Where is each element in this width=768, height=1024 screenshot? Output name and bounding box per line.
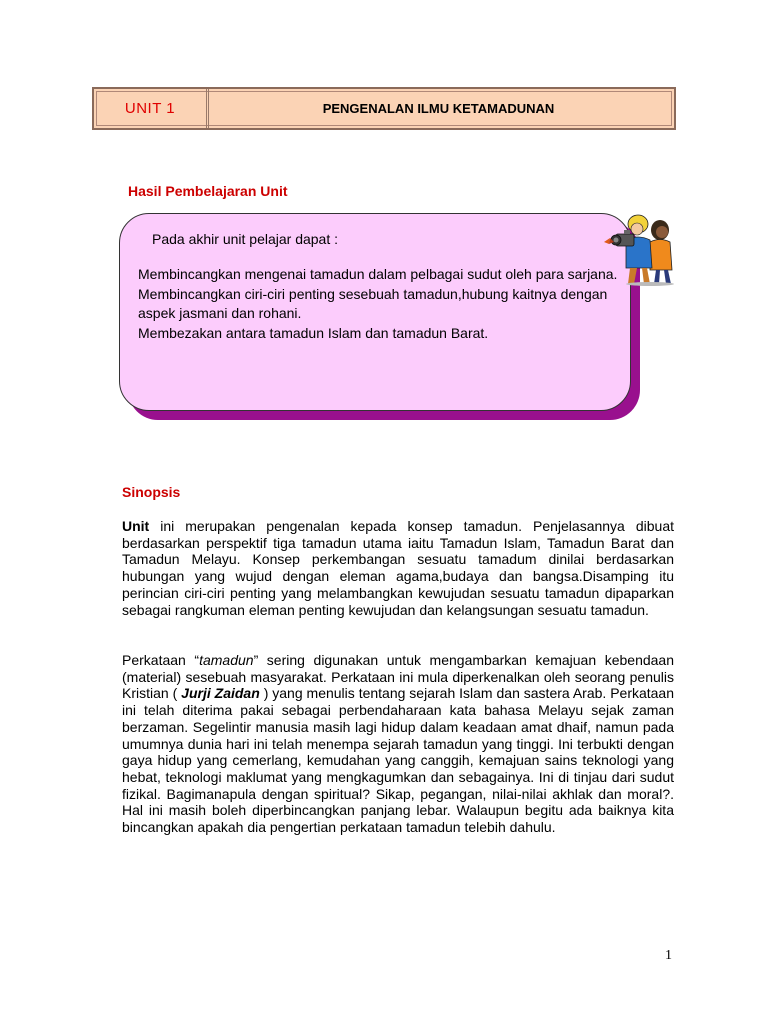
list-item: Membincangkan mengenai tamadun dalam pelbagai sudut oleh para sarjana. xyxy=(138,266,618,282)
list-item: Membincangkan ciri-ciri penting sesebuah tamadun,hubung kaitnya dengan aspek jasmani dan rohani. xyxy=(138,285,608,321)
unit-title: PENGENALAN ILMU KETAMADUNAN xyxy=(322,101,555,116)
synopsis-paragraph-2 xyxy=(122,652,674,836)
synopsis-p2-text-b: ” sering digunakan untuk mengambarkan kemajuan kebendaan (material) sesebuah masyarakat. Perkataan ini mula diperkenalkan oleh seorang penulis Kristian ( xyxy=(122,652,675,702)
list-item: Membezakan antara tamadun Islam dan tamadun Barat. xyxy=(138,324,489,341)
unit-header-table xyxy=(92,87,676,130)
synopsis-paragraph-1 xyxy=(122,518,674,618)
students-with-camera-icon xyxy=(602,210,678,286)
author-name: Jurji Zaidan xyxy=(181,685,260,702)
learning-outcomes-list xyxy=(138,265,618,343)
synopsis-p1-text: ini merupakan pengenalan kepada konsep tamadun. Penjelasannya dibuat berdasarkan perspektif tiga tamadun utama iaitu Tamadun Islam, Tamadun Barat dan Tamadun Melayu. Konsep perkembangan sesuatu tamadum dinilai berdasarkan hubungan yang wujud dengan eleman agama,budaya dan bangsa.Disamping itu perincian ciri-ciri penting yang melambangkan kewujudan sesuatu tamadun dipaparkan sebagai rangkuman eleman penting kewujudan dan kelangsungan sesuatu tamadun. xyxy=(122,518,674,618)
synopsis-lead-word: Unit xyxy=(122,518,150,534)
page-number: 1 xyxy=(665,948,672,963)
learning-outcomes-heading: Hasil Pembelajaran Unit xyxy=(128,183,288,199)
learning-outcomes-intro: Pada akhir unit pelajar dapat : xyxy=(152,231,339,247)
synopsis-p2-text-a: Perkataan “ xyxy=(122,652,200,668)
synopsis-heading: Sinopsis xyxy=(122,484,181,500)
synopsis-p2-text-c: ) yang menulis tentang sejarah Islam dan sastera Arab. Perkataan ini telah diterima pakai sebagai perbendaharaan kata bahasa Melayu sejak zaman berzaman. Segelintir manusia masih lagi hidup dalam keadaan amat dhaif, namun pada umumnya dunia hari ini telah menempa sejarah tamadun yang tinggi. Ini terbukti dengan gaya hidup yang cemerlang, kemudahan yang canggih, kemajuan sains teknologi yang hebat, teknologi maklumat yang mengkagumkan dan sebagainya. Ini di tinjau dari sudut fizikal. Bagimanapula dengan spiritual? Sikap, pegangan, nilai-nilai akhlak dan moral?. Hal ini masih boleh diperbincangkan panjang lebar. Walaupun begitu ada baiknya kita bincangkan apakah dia pengertian perkataan tamadun telebih dahulu. xyxy=(122,685,675,836)
term-tamadun: tamadun xyxy=(199,652,254,668)
unit-label: UNIT 1 xyxy=(94,89,209,128)
